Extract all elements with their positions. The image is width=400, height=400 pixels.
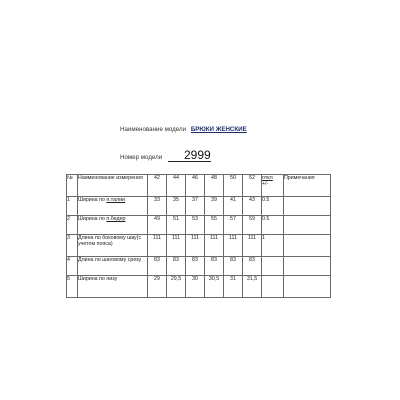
row-parameter-underlined: п.талии	[106, 197, 126, 203]
size-value: 83	[186, 257, 205, 276]
header-size: 42	[148, 175, 167, 197]
row-parameter	[78, 276, 148, 298]
measurement-table	[66, 174, 331, 298]
size-value: 31,5	[243, 276, 262, 298]
header-tolerance-top: откл	[262, 175, 273, 181]
size-value: 53	[186, 216, 205, 235]
row-parameter-text: Длина по шаговому срезу	[78, 257, 142, 263]
header-no: №	[67, 175, 78, 197]
header-tolerance-bottom: +/-	[262, 181, 269, 187]
header-parameter: Наименование измерения	[78, 175, 148, 197]
row-number: 3	[67, 235, 78, 257]
table-row	[67, 235, 331, 257]
size-value: 111	[186, 235, 205, 257]
size-value: 39	[205, 197, 224, 216]
row-parameter-underlined: п.бедер	[106, 216, 126, 222]
model-name-label: Наименование модели	[120, 126, 187, 133]
size-value: 111	[224, 235, 243, 257]
table-row	[67, 276, 331, 298]
size-value: 30	[186, 276, 205, 298]
tolerance-value	[262, 257, 284, 276]
row-parameter	[78, 216, 148, 235]
tolerance-value: 0.5	[262, 216, 284, 235]
size-value: 83	[243, 257, 262, 276]
tolerance-value: 1	[262, 235, 284, 257]
size-value: 43	[243, 197, 262, 216]
notes-cell	[284, 276, 331, 298]
row-parameter-text: Длина по боковому шву(с учетом пояса)	[78, 235, 142, 247]
model-number-value: 2999	[168, 150, 211, 162]
row-parameter	[78, 197, 148, 216]
row-number: 1	[67, 197, 78, 216]
size-value: 37	[186, 197, 205, 216]
notes-cell	[284, 197, 331, 216]
header-size: 46	[186, 175, 205, 197]
table-row	[67, 257, 331, 276]
size-value: 111	[243, 235, 262, 257]
size-value: 83	[224, 257, 243, 276]
size-value: 83	[205, 257, 224, 276]
model-number-line	[120, 150, 211, 162]
row-parameter	[78, 257, 148, 276]
table-row	[67, 216, 331, 235]
row-number: 2	[67, 216, 78, 235]
header-notes: Примечания	[284, 175, 331, 197]
size-value: 30,5	[205, 276, 224, 298]
size-value: 31	[224, 276, 243, 298]
size-value: 35	[167, 197, 186, 216]
table-header-row	[67, 175, 331, 197]
size-value: 111	[205, 235, 224, 257]
size-value: 111	[167, 235, 186, 257]
row-parameter-text: Ширина по	[78, 216, 107, 222]
size-value: 29	[148, 276, 167, 298]
notes-cell	[284, 257, 331, 276]
tolerance-value: 0.5	[262, 197, 284, 216]
header-size: 52	[243, 175, 262, 197]
size-value: 55	[205, 216, 224, 235]
row-parameter	[78, 235, 148, 257]
table-row	[67, 197, 331, 216]
row-parameter-text: Ширина по	[78, 197, 107, 203]
notes-cell	[284, 216, 331, 235]
size-value: 49	[148, 216, 167, 235]
size-value: 57	[224, 216, 243, 235]
size-value: 51	[167, 216, 186, 235]
notes-cell	[284, 235, 331, 257]
size-value: 59	[243, 216, 262, 235]
row-number: 5	[67, 276, 78, 298]
size-value: 33	[148, 197, 167, 216]
header-tolerance	[262, 175, 284, 197]
size-value: 41	[224, 197, 243, 216]
tolerance-value	[262, 276, 284, 298]
size-value: 111	[148, 235, 167, 257]
row-number: 4	[67, 257, 78, 276]
model-number-label: Номер модели	[120, 154, 163, 161]
size-value: 29,5	[167, 276, 186, 298]
model-name-value: БРЮКИ ЖЕНСКИЕ	[190, 126, 247, 133]
size-value: 83	[167, 257, 186, 276]
header-size: 48	[205, 175, 224, 197]
header-size: 50	[224, 175, 243, 197]
model-name-line	[120, 126, 247, 133]
header-size: 44	[167, 175, 186, 197]
size-value: 83	[148, 257, 167, 276]
row-parameter-text: Ширина по низу	[78, 276, 118, 282]
